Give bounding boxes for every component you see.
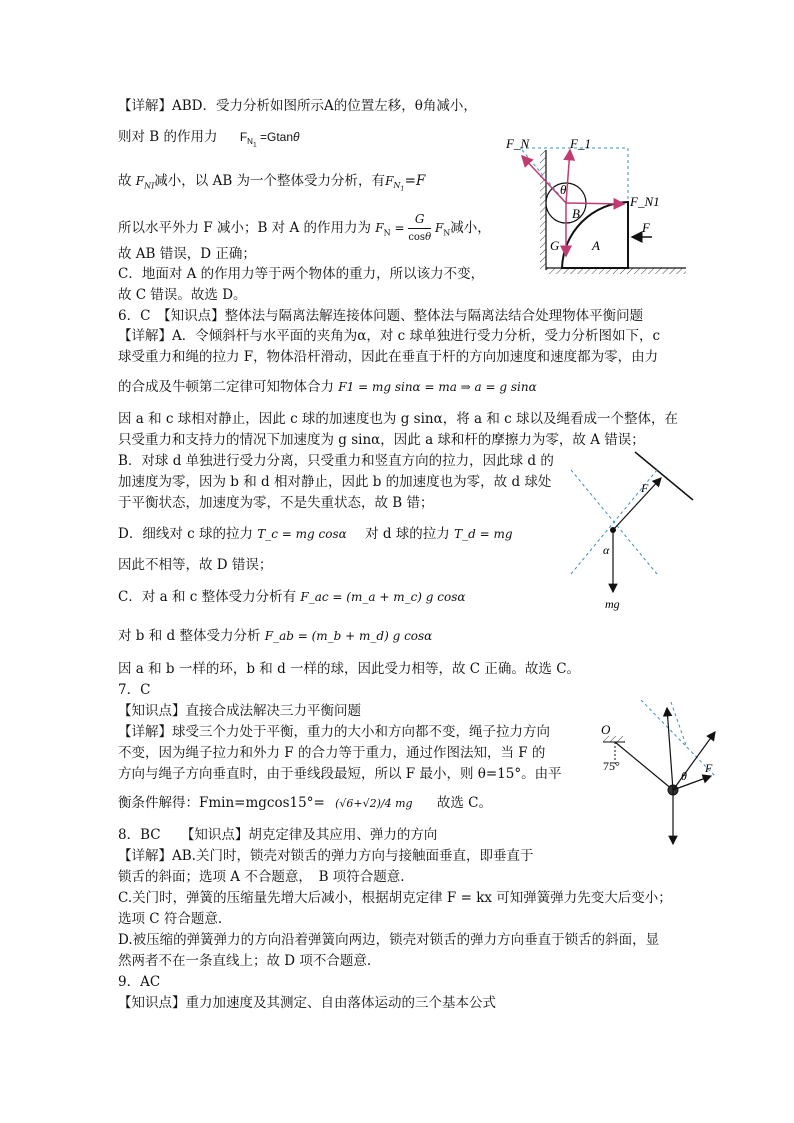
- formula-f1: F1 = mg sinα = ma ⇒ a = g sinα: [338, 380, 537, 394]
- label-b: B: [572, 206, 580, 221]
- line-26: 方向与绳子方向垂直时，由于垂线段最短，所以 F 最小，则 θ=15°。由平: [118, 766, 562, 782]
- line-14: B．对球 d 单独进行受力分离，只受重力和竖直方向的拉力，因此球 d 的: [118, 453, 554, 469]
- line-24: 【详解】球受三个力处于平衡，重力的大小和方向都不变，绳子拉力方向: [118, 724, 550, 740]
- label-f: F: [641, 481, 649, 495]
- line-2: 则对 B 的作用力 $F_{N_1} =Gtan\theta$: [118, 129, 300, 149]
- line-19: C．对 a 和 c 整体受力分析有 F_ac = (m_a + m_c) g cosα: [118, 589, 466, 605]
- line-27: 衡条件解得：Fmin=mgcos15°= (√6+√2)/4 mg 故选 C。: [118, 795, 493, 811]
- line-21: 因 a 和 b 一样的环，b 和 d 一样的球，因此受力相等，故 C 正确。故选 C。: [118, 661, 581, 677]
- wall: [540, 150, 546, 270]
- label-alpha: α: [603, 543, 610, 557]
- line-7: 故 C 错误。故选 D。: [118, 287, 247, 303]
- line-32: 选项 C 符合题意.: [118, 911, 223, 927]
- label-mg: mg: [605, 597, 620, 611]
- line-10: 球受重力和绳的拉力 F，物体沿杆滑动，因此在垂直于杆的方向加速度和速度都为零，由力: [118, 349, 659, 365]
- line-15: 加速度为零，因为 b 和 d 相对静止，因此 b 的加速度也为零，故 d 球处: [118, 474, 552, 490]
- arrow-fn1: [566, 203, 624, 204]
- line-5: 故 AB 错误，D 正确；: [118, 246, 256, 262]
- line-13: 只受重力和支持力的情况下加速度为 g sinα，因此 a 球和杆的摩擦力为零，故 A 错误；: [118, 432, 645, 448]
- line-31: C.关门时，弹簧的压缩量先增大后减小，根据胡克定律 F = kx 可知弹簧弹力先变大后变小；: [118, 890, 672, 906]
- arrow-tension: [667, 708, 673, 790]
- line-33: D.被压缩的弹簧弹力的方向沿着弹簧向两边，锁壳对锁舌的弹力方向垂直于锁舌的斜面，显: [118, 932, 660, 948]
- line-6: C．地面对 A 的作用力等于两个物体的重力，所以该力不变，: [118, 266, 485, 282]
- line-12: 因 a 和 c 球相对静止，因此 c 球的加速度也为 g sinα，将 a 和 c 球以及绳看成一个整体，在: [118, 411, 678, 427]
- line-17: D．细线对 c 球的拉力 T_c = mg cosα 对 d 球的拉力 T_d = mg: [118, 526, 513, 542]
- dashed-perp: [671, 702, 687, 748]
- label-f: F: [705, 761, 713, 775]
- label-75: 75°: [603, 759, 620, 773]
- line-1: 【详解】ABD．受力分析如图所示A的位置左移，θ角减小，: [118, 98, 477, 114]
- arrow-string-f: [613, 478, 661, 530]
- line-16: 于平衡状态，加速度为零，不是失重状态，故 B 错；: [118, 495, 434, 511]
- line-11: 的合成及牛顿第二定律可知物体合力 F1 = mg sinα = ma ⇒ a = g sinα: [118, 379, 537, 395]
- line-23: 【知识点】直接合成法解决三力平衡问题: [118, 703, 361, 719]
- label-theta: θ: [681, 769, 687, 783]
- line-35: 9．AC: [118, 974, 161, 990]
- line-34: 然两者不在一条直线上；故 D 项不合题意.: [118, 953, 372, 969]
- figure-force-diagram-2: [565, 450, 705, 615]
- string: [615, 742, 673, 790]
- line-28: 8．BC 【知识点】胡克定律及其应用、弹力的方向: [118, 827, 438, 843]
- figure-force-diagram-1: [500, 132, 690, 277]
- label-theta: θ: [560, 182, 567, 197]
- label-fn: F_N: [506, 136, 530, 151]
- label-a: A: [592, 238, 600, 253]
- label-f1: F_1: [570, 136, 591, 151]
- label-f: F: [642, 220, 650, 235]
- line-29: 【详解】AB.关门时，锁壳对锁舌的弹力方向与接触面垂直，即垂直于: [118, 848, 534, 864]
- line-36: 【知识点】重力加速度及其测定、自由落体运动的三个基本公式: [118, 995, 496, 1011]
- line-9: 【详解】A．令倾斜杆与水平面的夹角为α，对 c 球单独进行受力分析，受力分析图如下，c: [118, 328, 661, 344]
- dashed-parallel: [641, 700, 715, 776]
- line-25: 不变，因为绳子拉力和外力 F 的合力等于重力，通过作图法知，当 F 的: [118, 745, 546, 761]
- figure-force-diagram-3: [595, 700, 735, 850]
- line-4: 所以水平外力 F 减小；B 对 A 的作用力为 $F_N$ = G cosθ $F_N$减小，: [118, 210, 491, 247]
- label-g: G: [550, 238, 560, 253]
- line-3: 故 $F_{NI}$减小，以 AB 为一个整体受力分析，有$F_{N_1}=F$: [118, 173, 426, 193]
- line-30: 锁舌的斜面；选项 A 不合题意， B 项符合题意.: [118, 869, 405, 885]
- label-fn1: F_N1: [630, 194, 660, 209]
- label-o: O: [601, 722, 611, 737]
- formula-fn1: $F_{N_1} =Gtan\theta$: [239, 130, 300, 149]
- line-20: 对 b 和 d 整体受力分析 F_ab = (m_b + m_d) g cosα: [118, 628, 433, 644]
- line-22: 7．C: [118, 682, 151, 698]
- formula-fraction: $F_N$ = G cosθ $F_N$: [375, 212, 451, 243]
- line-8: 6．C 【知识点】整体法与隔离法解连接体问题、整体法与隔离法结合处理物体平衡问题: [118, 308, 644, 324]
- line-18: 因此不相等，故 D 错误；: [118, 557, 273, 573]
